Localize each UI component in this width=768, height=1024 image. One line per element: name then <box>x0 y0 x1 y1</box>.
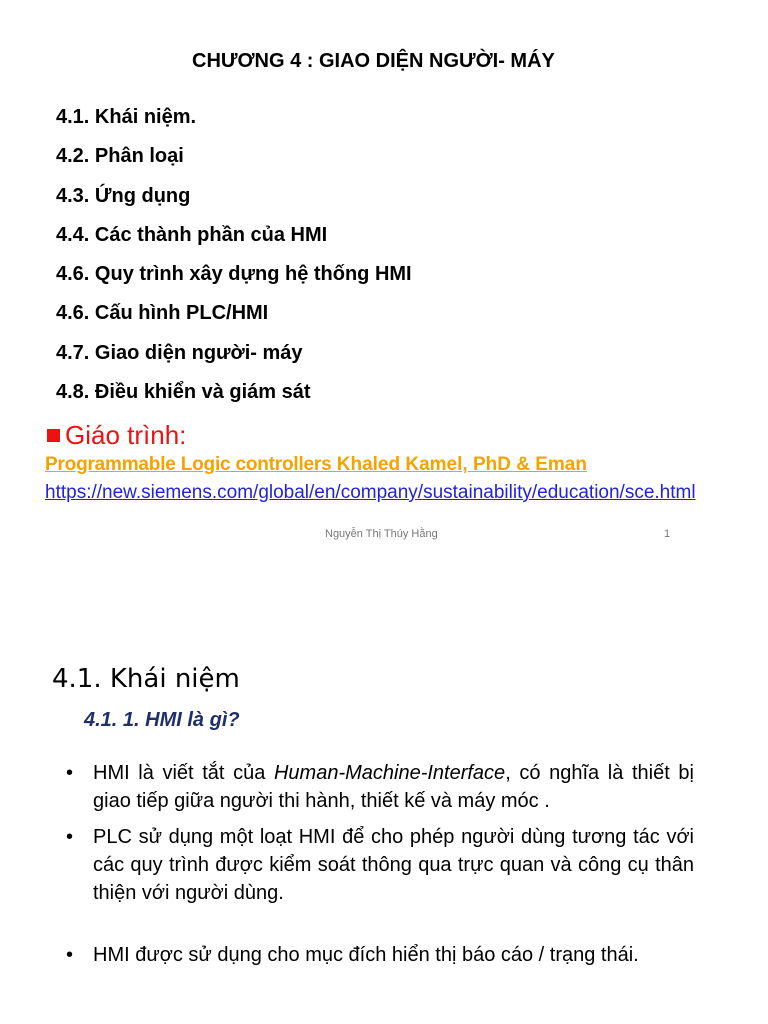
bullet-text-italic: Human-Machine-Interface <box>273 762 506 784</box>
textbook-title: Programmable Logic controllers <box>45 454 332 475</box>
bullet-item: • HMI được sử dụng cho mục đích hiển thị báo cáo / trạng thái. <box>66 941 694 969</box>
subsection-title: 4.1. 1. HMI là gì? <box>84 709 240 731</box>
slide-2 <box>0 560 768 1024</box>
bullet-item <box>66 759 694 815</box>
square-bullet-icon <box>47 429 60 442</box>
bullet-text: , có nghĩa là thiết bị giao tiếp giữa người thi hành, thiết kế và máy móc . <box>93 762 694 812</box>
bullet-list <box>66 759 694 969</box>
siemens-education-link[interactable]: https://new.siemens.com/global/en/company/sustainability/education/sce.html <box>45 482 696 503</box>
footer-author: Nguyễn Thị Thúy Hằng <box>325 528 438 540</box>
page-number: 1 <box>664 528 671 540</box>
textbook-link[interactable] <box>45 454 587 476</box>
bullet-item: • PLC sử dụng một loạt HMI để cho phép người dùng tương tác với các quy trình được kiểm soát thông qua trực quan và công cụ thân thiện với người dùng. <box>66 823 694 907</box>
toc-item: 4.6. Quy trình xây dựng hệ thống HMI <box>56 263 412 286</box>
reference-heading-label: Giáo trình: <box>65 420 187 450</box>
textbook-authors: Khaled Kamel, PhD & Eman <box>331 454 587 475</box>
table-of-contents <box>56 103 412 417</box>
chapter-title: CHƯƠNG 4 : GIAO DIỆN NGƯỜI- MÁY <box>192 50 555 72</box>
toc-item: 4.4. Các thành phần của HMI <box>56 223 328 246</box>
bullet-text: HMI là viết tắt của <box>93 762 274 784</box>
toc-item: 4.2. Phân loại <box>56 145 184 168</box>
section-title: 4.1. Khái niệm <box>52 664 240 694</box>
reference-heading <box>47 420 186 451</box>
toc-item: 4.1. Khái niệm. <box>56 106 197 128</box>
toc-item: 4.6. Cấu hình PLC/HMI <box>56 302 269 325</box>
toc-item: 4.3. Ứng dụng <box>56 184 191 207</box>
toc-item: 4.8. Điều khiển và giám sát <box>56 381 311 404</box>
toc-item: 4.7. Giao diện người- máy <box>56 341 303 364</box>
